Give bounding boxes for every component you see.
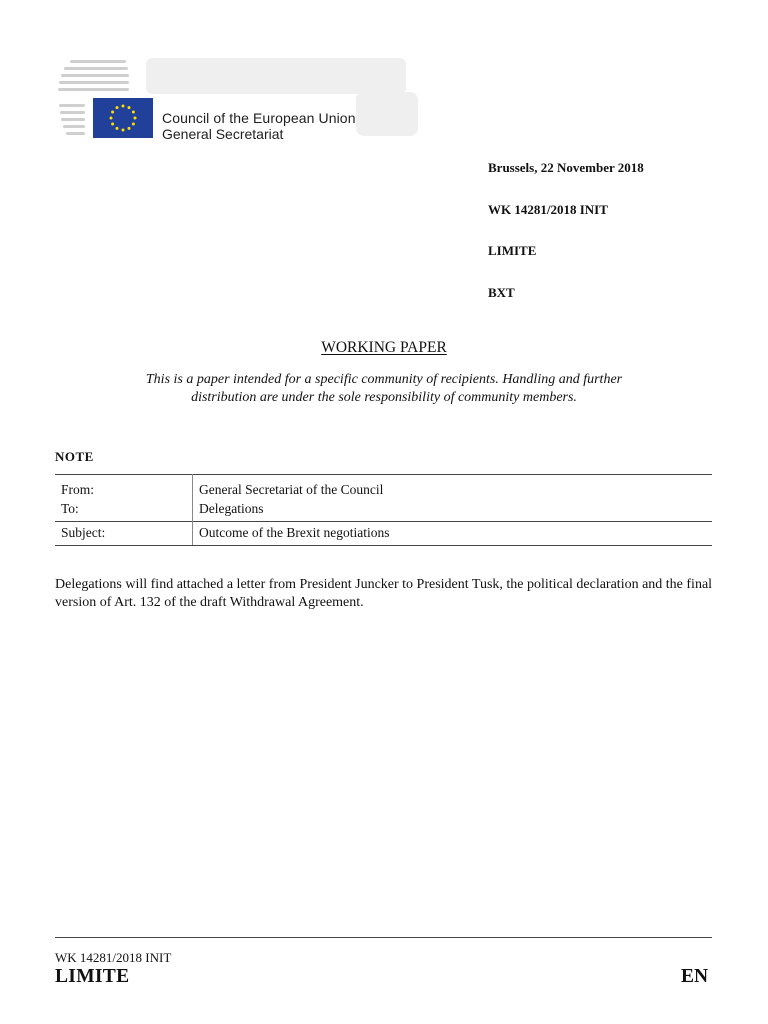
table-row: [55, 522, 712, 546]
subject-code: BXT: [488, 284, 515, 300]
subject-label: Subject:: [55, 522, 193, 546]
council-name: [162, 110, 356, 142]
document-reference: WK 14281/2018 INIT: [488, 201, 608, 217]
subject-value: Outcome of the Brexit negotiations: [193, 522, 713, 546]
org-name: Council of the European Union: [162, 110, 356, 126]
footer-reference: WK 14281/2018 INIT: [55, 950, 172, 965]
from-value: General Secretariat of the Council: [199, 482, 384, 497]
note-label: NOTE: [55, 449, 94, 464]
org-subtitle: General Secretariat: [162, 126, 284, 142]
from-to-labels: [55, 475, 193, 522]
classification: LIMITE: [488, 243, 537, 258]
table-row: [55, 475, 712, 522]
eu-flag-icon: [93, 98, 153, 138]
document-type-title: WORKING PAPER: [321, 339, 447, 356]
document-metadata: [488, 159, 644, 325]
footer-divider: [55, 937, 712, 938]
to-value: Delegations: [199, 501, 264, 516]
distribution-notice: [0, 371, 768, 407]
footer-language: EN: [681, 966, 709, 987]
footer-classification: LIMITE: [55, 966, 130, 987]
distribution-notice-text: This is a paper intended for a specific community of recipients. Handling and further distribution are under the sole responsibility of community members.: [145, 372, 623, 405]
to-label: To:: [61, 501, 79, 516]
body-paragraph: Delegations will find attached a letter from President Juncker to President Tusk, the political declaration and the final version of Art. 132 of the draft Withdrawal Agreement.: [55, 577, 713, 610]
note-header-table: [55, 474, 712, 546]
place-date: Brussels, 22 November 2018: [488, 160, 644, 175]
from-label: From:: [61, 482, 95, 497]
from-to-values: [193, 475, 713, 522]
